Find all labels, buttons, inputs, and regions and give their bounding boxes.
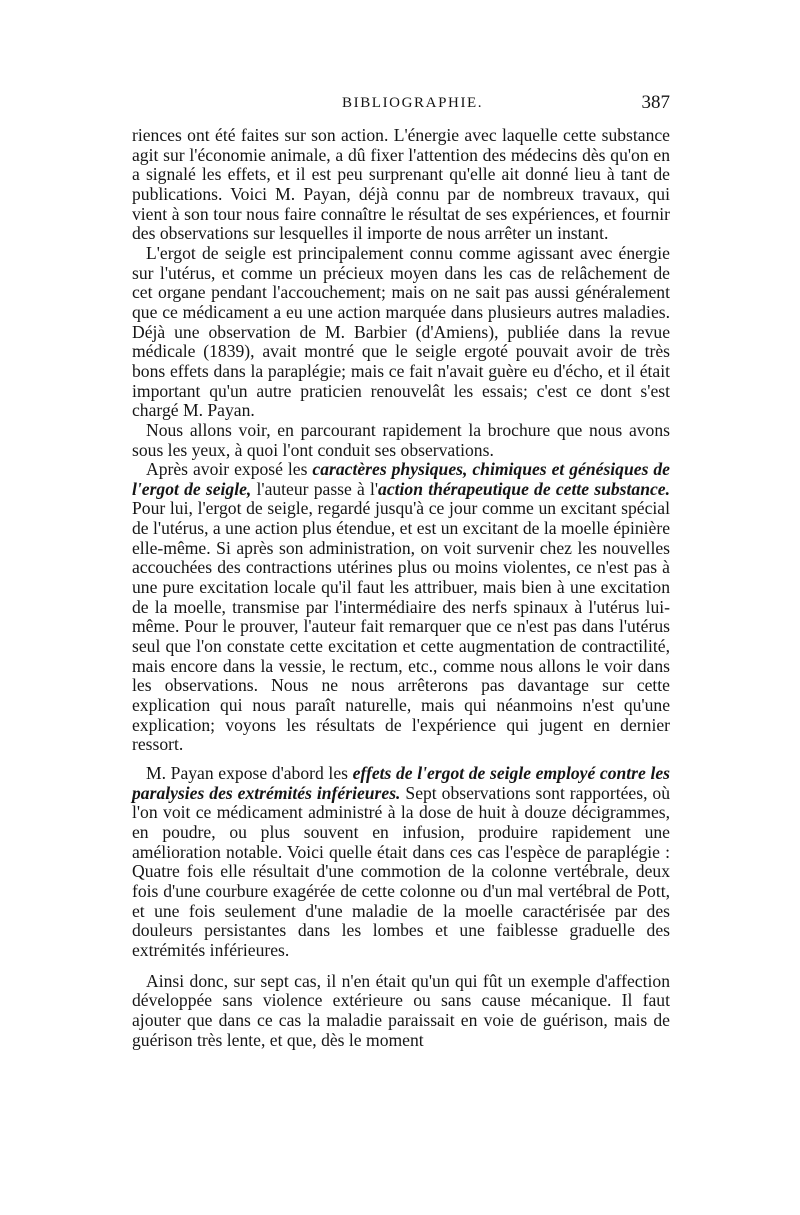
- paragraph-6: Ainsi donc, sur sept cas, il n'en était qu'un qui fût un exemple d'affection développée sans violence extérieure ou sans cause mécanique. Il faut ajouter que dans ce cas la maladie paraissait en voie de guérison, mais de guérison très lente, et que, dès le moment: [132, 970, 670, 1050]
- paragraph-2: L'ergot de seigle est principalement connu comme agissant avec énergie sur l'utérus, et comme un précieux moyen dans les cas de relâchement de cet organe pendant l'accouchement; mais on ne sait pas aussi généralement que ce médicament a eu une action marquée dans plusieurs autres maladies. Déjà une observation de M. Barbier (d'Amiens), publiée dans la revue médicale (1839), avait montré que le seigle ergoté pouvait avoir de très bons effets dans la paraplégie; mais ce fait n'avait guère eu d'écho, et il était important qu'un autre praticien renouvelât les essais; c'est ce dont s'est chargé M. Payan.: [132, 242, 670, 421]
- paragraph-4-text-3: Pour lui, l'ergot de seigle, regardé jusqu'à ce jour comme un excitant spécial de l'utérus, a une action plus étendue, et est un excitant de la moelle épinière elle-même. Si après son administration, on voit survenir chez les nouvelles accouchées des contractions utérines plus ou moins violentes, ce n'est pas à une pure excitation locale qu'il faut les attribuer, mais bien à une excitation de la moelle, transmise par l'intermédiaire des nerfs spinaux à l'utérus lui-même. Pour le prouver, l'auteur fait remarquer que ce n'est pas dans l'utérus seul que l'on constate cette excitation et cette augmentation de contractilité, mais encore dans la vessie, le rectum, etc., comme nous allons le voir dans les observations. Nous ne nous arrêterons pas davantage sur cette explication qui nous paraît naturelle, mais qui néanmoins n'est qu'une explication; voyons les résultats de l'expérience qui jugent en dernier ressort.: [132, 498, 670, 755]
- paragraph-4-emphasis-2: action thérapeutique de cette substance.: [378, 478, 670, 499]
- paragraph-4-emphasis-1: caractères physiques, chimiques et génésiques de l'ergot de seigle,: [132, 459, 670, 499]
- paragraph-5-emphasis-1: effets de l'ergot de seigle employé contre les paralysies des extrémités inférieures.: [132, 763, 670, 803]
- paragraph-4-text-2: l'auteur passe à l': [251, 478, 379, 499]
- running-head: [132, 92, 670, 119]
- paragraph-5-text-1: M. Payan expose d'abord les: [146, 763, 353, 783]
- body-text: [132, 126, 670, 1050]
- running-title: BIBLIOGRAPHIE.: [342, 95, 484, 111]
- page-number: 387: [641, 92, 670, 113]
- paragraph-5: [132, 764, 670, 961]
- paragraph-5-text-2: Sept observations sont rapportées, où l'on voit ce médicament administré à la dose de huit à douze décigrammes, en poudre, ou plus souvent en infusion, produire rapidement une amélioration notable. Voici quelle était dans ces cas l'espèce de paraplégie : Quatre fois elle résultait d'une commotion de la colonne vertébrale, deux fois d'une courbure exagérée de cette colonne ou d'un mal vertébral de Pott, et une fois seulement d'une maladie de la moelle caractérisée par des douleurs persistantes dans les lombes et une faiblesse graduelle des extrémités inférieures.: [132, 782, 671, 960]
- paragraph-4: [132, 460, 670, 755]
- paragraph-4-text-1: Après avoir exposé les: [146, 459, 313, 480]
- paragraph-3: Nous allons voir, en parcourant rapidement la brochure que nous avons sous les yeux, à quoi l'ont conduit ses observations.: [132, 419, 670, 460]
- paragraph-1: riences ont été faites sur son action. L'énergie avec laquelle cette substance agit sur l'économie animale, a dû fixer l'attention des médecins dès qu'on en a signalé les effets, et il est peu surprenant qu'elle ait donné lieu à tant de publications. Voici M. Payan, déjà connu par de nombreux travaux, qui vient à son tour nous faire connaître le résultat de ses expériences, et fournir des observations sur lesquelles il importe de nous arrêter un instant.: [132, 125, 670, 244]
